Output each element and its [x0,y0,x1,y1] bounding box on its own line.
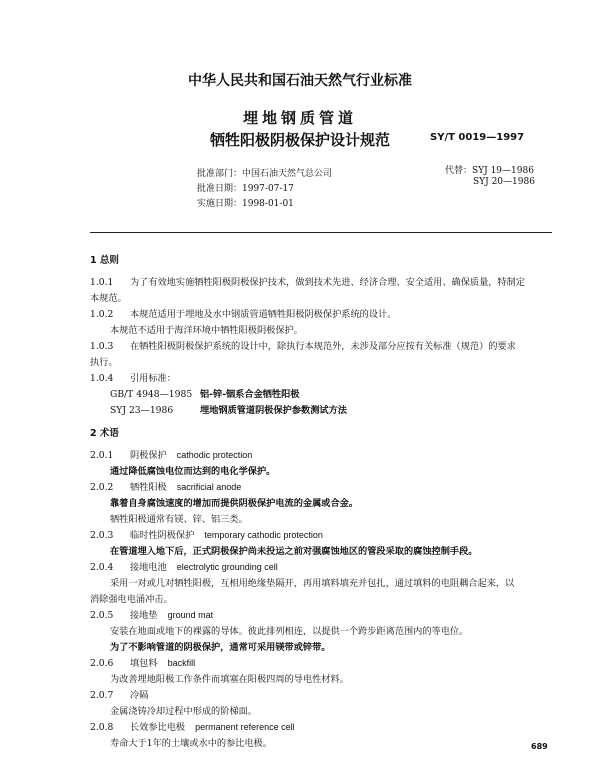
term-2-0-4-definition-cont: 消除强电电涌冲击。 [90,594,173,605]
term-2-0-3-definition: 在管道埋入地下后，正式阴极保护尚未投运之前对强腐蚀地区的管段采取的腐蚀控制手段。 [110,546,478,557]
term-2-0-5: 2.0.5 接地垫 ground mat [90,610,214,621]
clause-1-0-4: 1.0.4 引用标准： [90,373,176,384]
term-2-0-7-definition: 金属浇铸冷却过程中形成的阶梯面。 [110,706,257,717]
replaces-standard-2: SYJ 20—1986 [473,177,535,187]
clause-1-0-2: 1.0.2 本规范适用于埋地及水中钢质管道牺牲阳极阴极保护系统的设计。 [90,309,397,320]
clause-1-0-3: 1.0.3 在牺牲阳极阴极保护系统的设计中，除执行本规范外，未涉及部分应按有关标准（规范）的要求 [90,341,516,352]
standard-body: 中华人民共和国石油天然气行业标准 [188,73,412,89]
effective-date: 实施日期：1998-01-01 [197,199,294,209]
term-2-0-4: 2.0.4 接地电池 electrolytic grounding cell [90,562,278,573]
term-2-0-6: 2.0.6 填包料 backfill [90,658,196,669]
term-2-0-8-definition: 寿命大于1年的土壤或水中的参比电极。 [110,738,273,749]
term-2-0-2-definition: 靠着自身腐蚀速度的增加而提供阴极保护电流的金属或合金。 [110,498,359,509]
clause-1-0-1-cont: 本规范。 [90,293,127,304]
standard-number: SY/T 0019—1997 [430,132,525,143]
term-2-0-2-note: 牺牲阳极通常有镁、锌、铝三类。 [110,514,248,525]
section-2-heading: 2 术语 [90,428,119,439]
replaces-standard: 代替：SYJ 19—1986 [445,166,534,176]
title-line-1: 埋地钢质管道 [242,109,357,127]
clause-1-0-1: 1.0.1 为了有效地实施牺牲阳极阴极保护技术，做到技术先进、经济合理、安全适用、确保质量，特制定 [90,277,526,288]
term-2-0-3: 2.0.3 临时性阴极保护 temporary cathodic protection [90,530,323,541]
term-2-0-2: 2.0.2 牺牲阳极 sacrificial anode [90,482,242,493]
title-line-2: 牺牲阳极阴极保护设计规范 [209,131,390,149]
term-2-0-5-note: 为了不影响管道的阴极保护，通常可采用镁带或锌带。 [110,642,331,653]
term-2-0-1-definition: 通过降低腐蚀电位而达到的电化学保护。 [110,466,276,477]
term-2-0-8: 2.0.8 长效参比电极 permanent reference cell [90,722,295,733]
approved-date: 批准日期：1997-07-17 [197,184,294,194]
reference-standard: SYJ 23—1986 埋地钢质管道阴极保护参数测试方法 [110,405,347,416]
approved-by: 批准部门：中国石油天然气总公司 [197,169,333,179]
term-2-0-4-definition: 采用一对或几对牺牲阳极，互相用绝缘垫隔开，再用填料填充并包扎，通过填料的电阻耦合起来，以 [110,578,515,589]
term-2-0-7: 2.0.7 冷隔 [90,690,149,701]
clause-1-0-3-cont: 执行。 [90,357,118,368]
clause-1-0-2-cont: 本规范不适用于海洋环境中牺牲阳极阴极保护。 [110,325,303,336]
term-2-0-6-definition: 为改善埋地阳极工作条件而填塞在阳极四周的导电性材料。 [110,674,349,685]
reference-standard: GB/T 4948—1985 铝-锌-铟系合金牺牲阳极 [110,389,300,400]
header-divider [90,232,552,233]
term-2-0-5-definition: 安装在地面或地下的裸露的导体。彼此排列相连，以提供一个跨步距离范围内的等电位。 [110,626,469,637]
term-2-0-1: 2.0.1 阴极保护 cathodic protection [90,450,253,461]
section-1-heading: 1 总则 [90,255,119,266]
page-number: 689 [531,742,548,751]
